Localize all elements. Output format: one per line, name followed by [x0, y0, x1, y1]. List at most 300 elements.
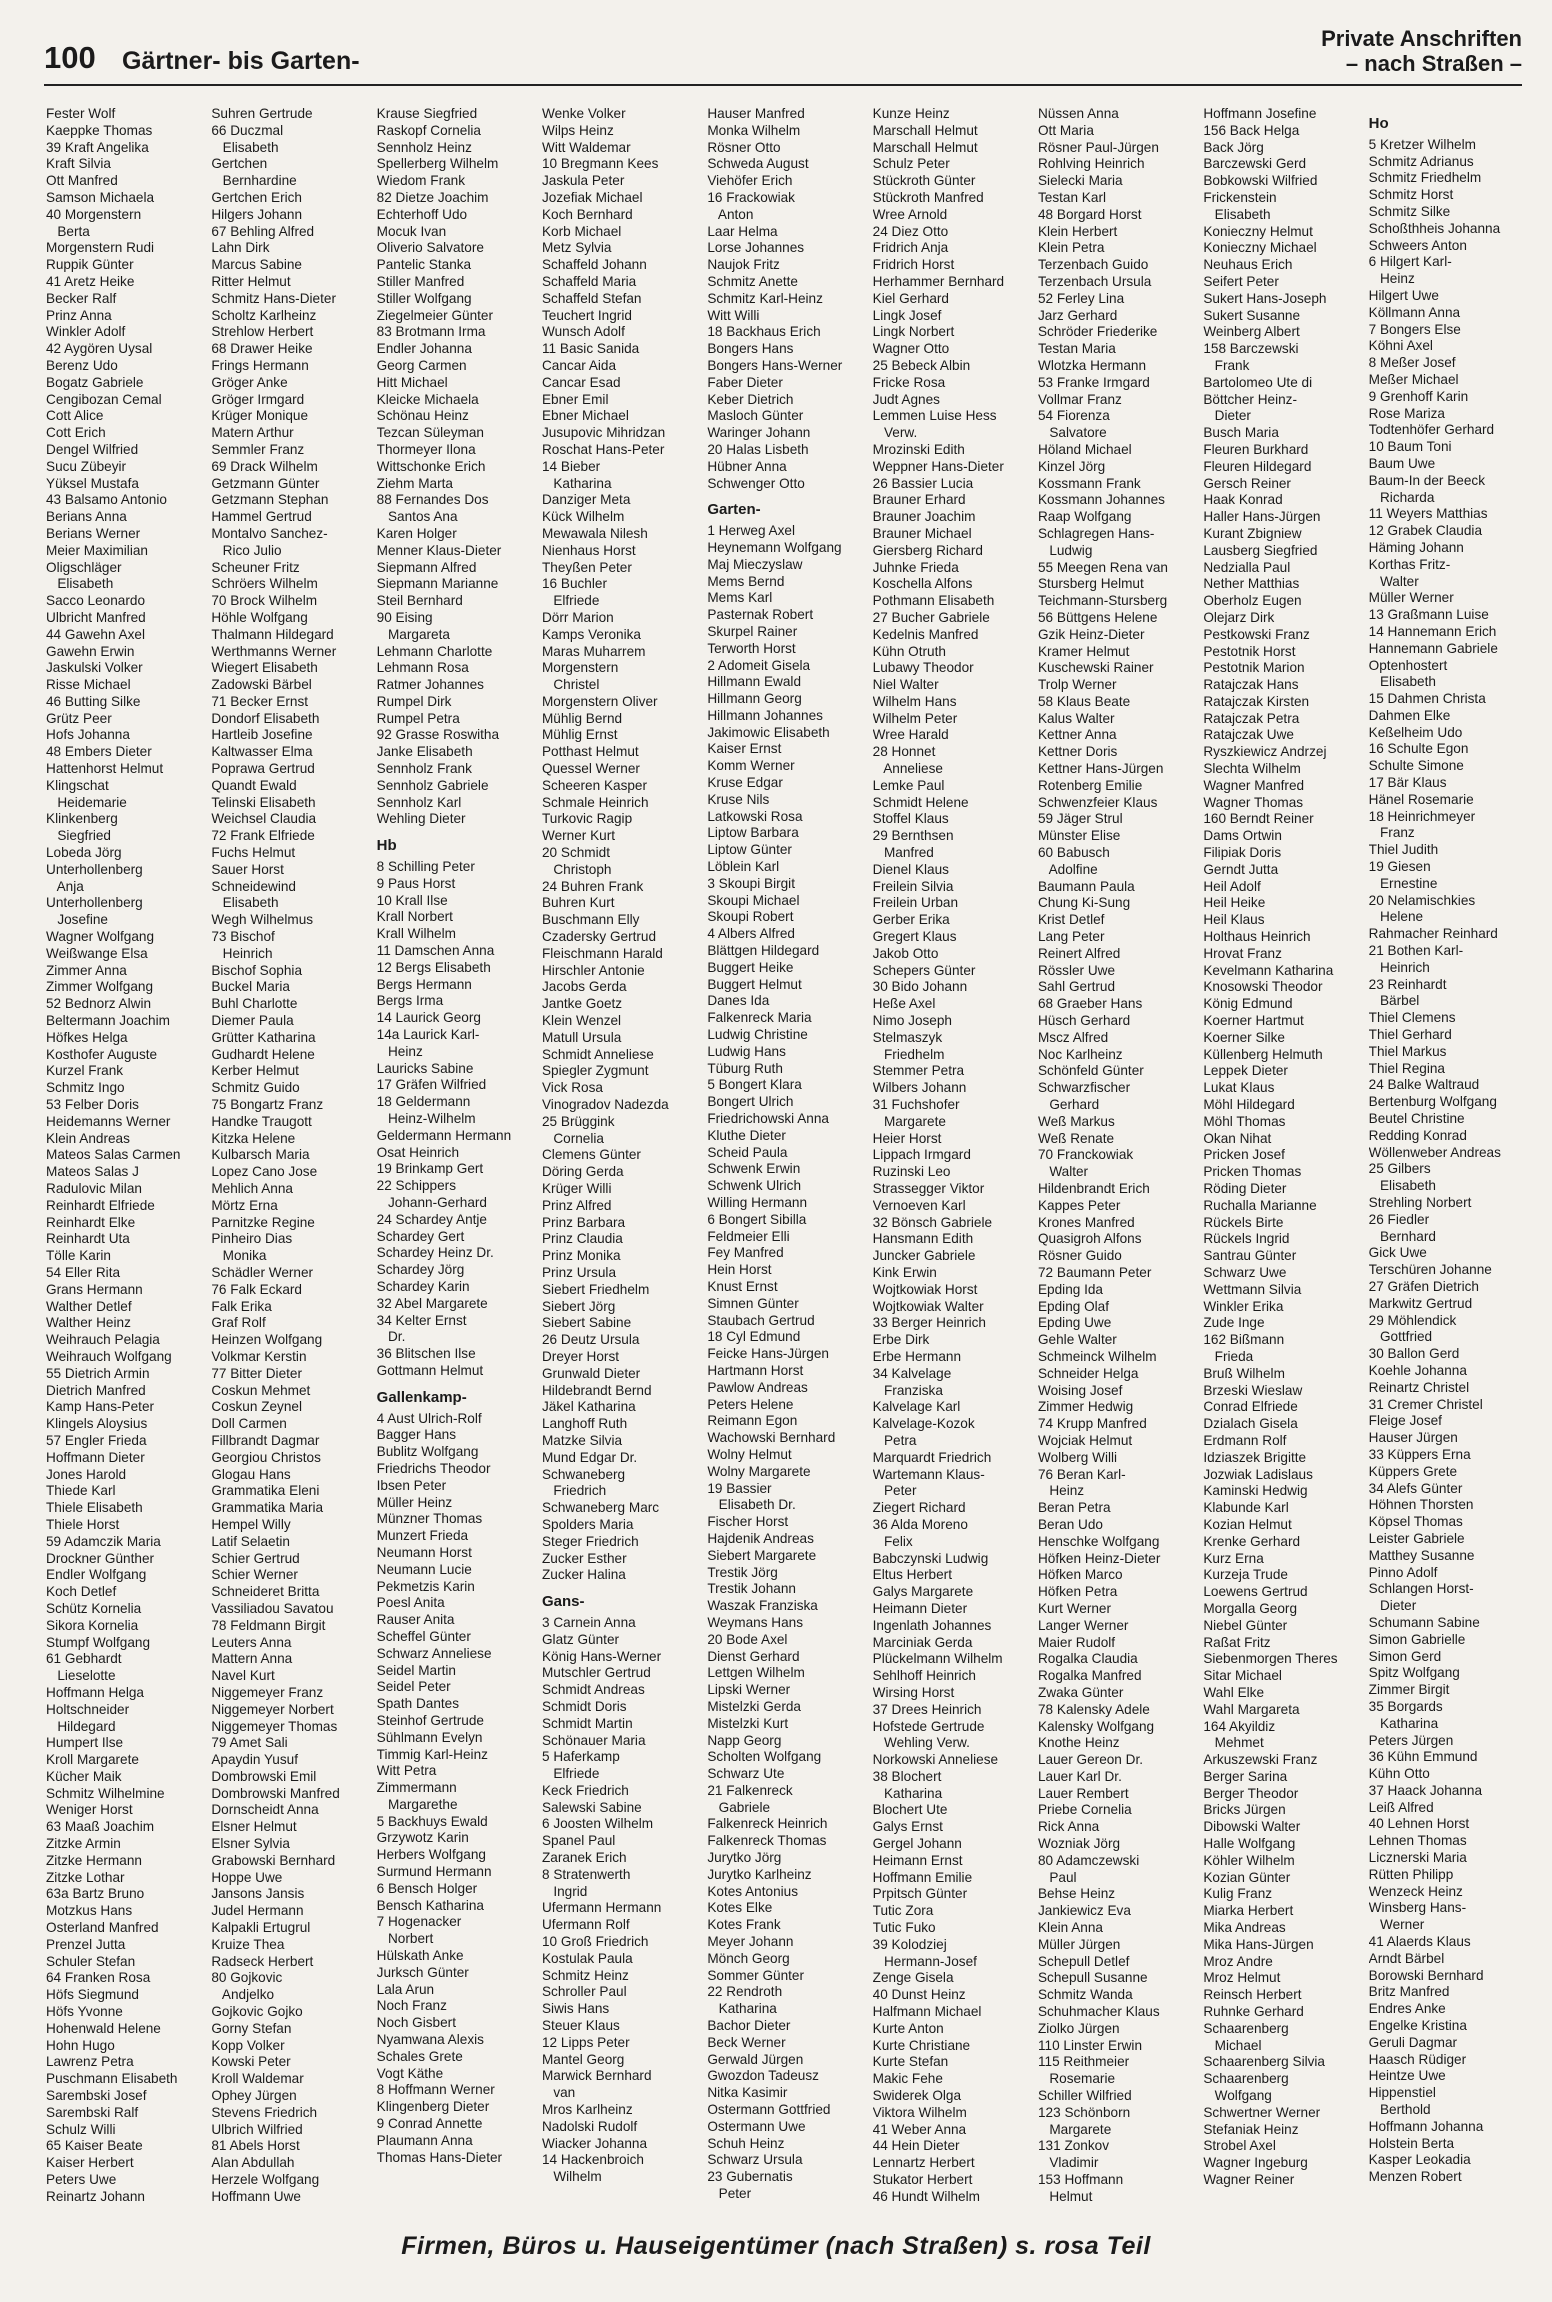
directory-entry: Lawrenz Petra	[46, 2054, 134, 2070]
directory-entry: Sacco Leonardo	[46, 593, 146, 609]
directory-entry: 2 Adomeit Gisela	[707, 657, 811, 673]
directory-entry: 59 Adamczik Maria	[46, 1533, 161, 1549]
directory-entry: Mrozinski Edith	[872, 441, 965, 457]
directory-entry: 12 Grabek Claudia	[1368, 523, 1483, 539]
directory-entry: Köhler Wilhelm	[1203, 1852, 1295, 1868]
directory-entry: 3 Carnein Anna	[541, 1614, 636, 1630]
directory-entry: 20 Halas Lisbeth	[707, 441, 809, 457]
directory-entry: Schmidt Helene	[872, 794, 969, 810]
directory-entry: Willing Hermann	[707, 1195, 808, 1210]
directory-entry: Winkler Adolf	[46, 324, 126, 340]
directory-entry: 15 Dahmen Christa	[1368, 691, 1486, 707]
directory-entry: Schmitz Heinz	[541, 1967, 629, 1983]
directory-entry: Kozian Günter	[1203, 1869, 1291, 1885]
directory-entry: 34 Kalvelage	[872, 1365, 952, 1381]
directory-entry: Knust Ernst	[707, 1278, 778, 1294]
directory-entry: Ebner Emil	[541, 391, 609, 407]
directory-entry: Friedhelm	[872, 1046, 945, 1062]
directory-entry: Behse Heinz	[1037, 1886, 1116, 1902]
directory-entry: Dombrowski Manfred	[211, 1785, 340, 1801]
directory-entry: Hajdenik Andreas	[707, 1530, 814, 1546]
directory-entry: Jantke Goetz	[541, 996, 623, 1012]
directory-entry: Jozefiak Michael	[541, 189, 643, 205]
directory-entry: Müller Heinz	[376, 1494, 453, 1510]
directory-entry: Werner Kurt	[541, 828, 616, 844]
directory-entry: Karen Holger	[376, 525, 457, 541]
directory-entry: Schwarzfischer	[1037, 1080, 1131, 1096]
directory-entry: 29 Möhlendick	[1368, 1312, 1457, 1328]
directory-entry: Kruse Nils	[707, 791, 770, 807]
directory-entry: Vollmar Franz	[1037, 391, 1122, 407]
directory-entry: Hillmann Georg	[707, 691, 802, 707]
directory-entry: Grütter Katharina	[211, 1029, 316, 1045]
directory-entry: Freilein Urban	[872, 895, 959, 911]
directory-entry: Vladimir	[1037, 2155, 1099, 2171]
directory-entry: Koerner Silke	[1203, 1029, 1285, 1045]
directory-entry: Heße Axel	[872, 996, 936, 1012]
directory-entry: Schmitz Friedhelm	[1368, 170, 1482, 186]
directory-entry: Lausberg Siegfried	[1203, 542, 1318, 558]
directory-entry: Ziolko Jürgen	[1037, 2020, 1120, 2036]
directory-entry: Radulovic Milan	[46, 1181, 142, 1196]
footer-note: Firmen, Büros u. Hauseigentümer (nach Straßen) s. rosa Teil	[401, 2232, 1151, 2260]
directory-entry: Müller Jürgen	[1037, 1936, 1121, 1952]
directory-entry: 21 Falkenreck	[707, 1782, 793, 1798]
directory-entry: Todtenhöfer Gerhard	[1368, 422, 1495, 438]
directory-entry: 110 Linster Erwin	[1037, 2037, 1143, 2053]
street-heading: Ho	[1368, 115, 1389, 132]
directory-entry: Lehnen Thomas	[1368, 1833, 1467, 1849]
directory-entry: Rösner Otto	[707, 139, 781, 155]
directory-entry: Arndt Bärbel	[1368, 1950, 1445, 1966]
directory-entry: Mantel Georg	[541, 2051, 625, 2067]
directory-entry: Kleicke Michaela	[376, 391, 479, 407]
directory-entry: Bongert Ulrich	[707, 1094, 794, 1110]
directory-entry: Conrad Elfriede	[1203, 1399, 1298, 1415]
directory-entry: Plückelmann Wilhelm	[872, 1651, 1003, 1667]
directory-entry: Marciniak Gerda	[872, 1634, 973, 1650]
directory-entry: Scheid Paula	[707, 1144, 788, 1160]
directory-entry: Priebe Cornelia	[1037, 1802, 1132, 1818]
directory-entry: Siegfried	[46, 828, 111, 844]
directory-entry: Wilhelm	[541, 2169, 602, 2185]
directory-entry: Hohenwald Helene	[46, 2020, 161, 2036]
directory-entry: Reinartz Johann	[46, 2188, 145, 2204]
directory-entry: 14 Hannemann Erich	[1368, 623, 1497, 639]
directory-entry: Koschella Alfons	[872, 576, 973, 592]
directory-entry: Ruchalla Marianne	[1203, 1197, 1317, 1213]
directory-entry: Kurz Erna	[1203, 1550, 1264, 1566]
directory-entry: Busch Maria	[1203, 425, 1279, 441]
directory-entry: Paul	[1037, 1869, 1077, 1885]
directory-entry: Strehling Norbert	[1368, 1195, 1472, 1210]
directory-entry: Winkler Erika	[1203, 1298, 1284, 1314]
directory-entry: Lemmen Luise Hess	[872, 408, 997, 424]
directory-column	[211, 106, 368, 2208]
directory-entry: Buschmann Elly	[541, 912, 640, 928]
directory-entry: Poesl Anita	[376, 1595, 445, 1611]
directory-entry: Swiderek Olga	[872, 2088, 962, 2104]
directory-entry: Peters Helene	[707, 1396, 794, 1412]
directory-entry: Gick Uwe	[1368, 1245, 1427, 1261]
directory-entry: Schmitz Adrianus	[1368, 153, 1474, 169]
directory-entry: 35 Borgards	[1368, 1698, 1443, 1714]
directory-entry: Höhnen Thorsten	[1368, 1497, 1474, 1513]
directory-entry: Klabunde Karl	[1203, 1500, 1289, 1516]
directory-entry: Wilps Heinz	[541, 122, 614, 138]
directory-entry: 12 Bergs Elisabeth	[376, 959, 491, 975]
directory-entry: Marschall Helmut	[872, 122, 978, 138]
directory-entry: Telinski Elisabeth	[211, 794, 316, 810]
directory-entry: Schaarenberg	[1203, 2071, 1289, 2087]
directory-entry: Klein Herbert	[1037, 223, 1118, 239]
directory-entry: Zimmer Birgit	[1368, 1682, 1450, 1698]
directory-entry: Back Jörg	[1203, 139, 1264, 155]
directory-entry: Schmitz Silke	[1368, 203, 1451, 219]
directory-entry: Santrau Günter	[1203, 1248, 1297, 1264]
directory-entry: Marwick Bernhard	[541, 2068, 652, 2084]
directory-entry: Thiel Gerhard	[1368, 1027, 1452, 1043]
directory-entry: Walter	[1037, 1164, 1089, 1180]
directory-entry: Margarethe	[376, 1796, 458, 1812]
directory-entry: Weichsel Claudia	[211, 811, 317, 827]
directory-entry: Endler Wolfgang	[46, 1567, 147, 1583]
directory-entry: Turkovic Ragip	[541, 811, 633, 827]
directory-entry: 27 Gräfen Dietrich	[1368, 1278, 1479, 1294]
directory-entry: 5 Bongert Klara	[707, 1077, 802, 1093]
directory-entry: 48 Borgard Horst	[1037, 206, 1142, 222]
directory-entry: Terzenbach Ursula	[1037, 273, 1152, 289]
directory-entry: Wartemann Klaus-	[872, 1466, 985, 1482]
directory-entry: Bobkowski Wilfried	[1203, 173, 1318, 189]
directory-entry: Höfken Heinz-Dieter	[1037, 1550, 1161, 1566]
directory-entry: 34 Kelter Ernst	[376, 1312, 467, 1328]
directory-entry: Reinhardt Uta	[46, 1231, 130, 1247]
directory-entry: Ratajczak Hans	[1203, 677, 1299, 693]
directory-entry: Schweers Anton	[1368, 237, 1467, 253]
directory-entry: Schulz Willi	[46, 2121, 116, 2137]
directory-entry: Wegh Wilhelmus	[211, 912, 314, 928]
directory-entry: Knothe Heinz	[1037, 1735, 1120, 1751]
directory-entry: Getzmann Günter	[211, 475, 320, 491]
directory-entry: Rückels Birte	[1203, 1214, 1284, 1230]
directory-entry: Schwarz Anneliese	[376, 1645, 492, 1661]
directory-entry: Bruß Wilhelm	[1203, 1365, 1285, 1381]
directory-entry: 25 Brüggink	[541, 1113, 615, 1129]
directory-entry: Rauser Anita	[376, 1612, 455, 1628]
directory-entry: Hübner Anna	[707, 458, 787, 474]
directory-entry: Nedzialla Paul	[1203, 559, 1291, 575]
page-range: Gärtner- bis Garten-	[122, 47, 360, 75]
directory-entry: Waszak Franziska	[707, 1598, 818, 1614]
directory-entry: Wittschonke Erich	[376, 458, 486, 474]
directory-entry: Lorse Johannes	[707, 240, 805, 256]
directory-entry: Petra	[872, 1432, 917, 1448]
directory-entry: Naujok Fritz	[707, 257, 780, 273]
directory-entry: Helene	[1368, 909, 1424, 925]
directory-entry: Jusupovic Mihridzan	[541, 425, 666, 441]
directory-entry: 14 Bieber	[541, 458, 601, 474]
directory-entry: Dams Ortwin	[1203, 828, 1282, 844]
directory-entry: Dibowski Walter	[1203, 1819, 1301, 1835]
directory-entry: Morgalla Georg	[1203, 1600, 1298, 1616]
directory-entry: 31 Cremer Christel	[1368, 1396, 1483, 1412]
directory-entry: Elisabeth	[211, 895, 279, 911]
directory-entry: Hilgers Johann	[211, 206, 303, 222]
directory-entry: Häming Johann	[1368, 539, 1464, 555]
directory-entry: Kaiser Ernst	[707, 741, 782, 757]
directory-entry: Thiede Karl	[46, 1483, 116, 1499]
directory-entry: Dienel Klaus	[872, 861, 949, 877]
directory-entry: Radseck Herbert	[211, 1953, 314, 1969]
directory-entry: Ruppik Günter	[46, 257, 134, 273]
directory-entry: Unterhollenberg	[46, 895, 143, 911]
directory-entry: Barczewski Gerd	[1203, 156, 1307, 172]
directory-entry: 6 Joosten Wilhelm	[541, 1816, 654, 1832]
directory-entry: Ruhnke Gerhard	[1203, 2004, 1304, 2020]
directory-entry: Baum-In der Beeck	[1368, 472, 1486, 488]
directory-entry: 76 Beran Karl-	[1037, 1466, 1126, 1482]
directory-entry: Berger Theodor	[1203, 1785, 1299, 1801]
directory-entry: Munzert Frieda	[376, 1528, 469, 1544]
directory-entry: Weniger Horst	[46, 1802, 133, 1818]
directory-entry: Bachor Dieter	[707, 2018, 791, 2034]
directory-entry: Fey Manfred	[707, 1245, 784, 1261]
directory-entry: Kozian Helmut	[1203, 1516, 1292, 1532]
directory-entry: Thiel Clemens	[1368, 1010, 1456, 1026]
directory-entry: Fleuren Burkhard	[1203, 441, 1309, 457]
directory-entry: Brzeski Wieslaw	[1203, 1382, 1303, 1398]
directory-entry: König Edmund	[1203, 996, 1293, 1012]
directory-entry: König Hans-Werner	[541, 1648, 662, 1664]
directory-entry: Dr.	[376, 1329, 406, 1345]
directory-entry: Tüburg Ruth	[707, 1060, 783, 1076]
directory-entry: Nienhaus Horst	[541, 542, 636, 558]
directory-entry: Korb Michael	[541, 223, 622, 239]
directory-entry: Heimann Ernst	[872, 1852, 963, 1868]
directory-column	[873, 106, 1030, 2208]
directory-entry: Matull Ursula	[541, 1029, 622, 1045]
directory-entry: Markwitz Gertrud	[1368, 1295, 1473, 1311]
directory-entry: 20 Bode Axel	[707, 1631, 788, 1647]
directory-entry: Zaranek Erich	[541, 1850, 627, 1866]
directory-entry: 19 Brinkamp Gert	[376, 1161, 484, 1177]
directory-entry: Prpitsch Günter	[872, 1886, 968, 1902]
directory-entry: Koch Bernhard	[541, 206, 633, 222]
directory-entry: Krenke Gerhard	[1203, 1533, 1301, 1549]
directory-entry: Ott Maria	[1037, 122, 1094, 138]
directory-entry: Schwenzfeier Klaus	[1037, 794, 1158, 810]
directory-entry: Wilbers Johann	[872, 1080, 967, 1096]
directory-entry: Elsner Helmut	[211, 1819, 297, 1835]
directory-entry: 158 Barczewski	[1203, 341, 1299, 357]
directory-entry: Wahl Elke	[1203, 1684, 1265, 1700]
directory-entry: 22 Schippers	[376, 1178, 457, 1194]
directory-entry: Hirschler Antonie	[541, 962, 645, 978]
directory-entry: Waringer Johann	[707, 425, 811, 441]
directory-entry: Nadolski Rudolf	[541, 2118, 638, 2134]
directory-entry: Quasigroh Alfons	[1037, 1231, 1142, 1247]
directory-entry: Schmitz Wilhelmine	[46, 1785, 165, 1801]
directory-entry: 76 Falk Eckard	[211, 1281, 302, 1297]
directory-entry: 25 Bebeck Albin	[872, 357, 971, 373]
directory-entry: Jurytko Karlheinz	[707, 1866, 812, 1882]
directory-entry: Fleige Josef	[1368, 1413, 1442, 1429]
directory-entry: Sehlhoff Heinrich	[872, 1668, 976, 1684]
directory-entry: Haak Konrad	[1203, 492, 1283, 508]
directory-entry: Dondorf Elisabeth	[211, 710, 320, 726]
directory-entry: Terworth Horst	[707, 640, 796, 656]
directory-entry: Gerber Erika	[872, 912, 950, 928]
directory-entry: Niebel Günter	[1203, 1617, 1288, 1633]
directory-entry: Franziska	[872, 1382, 943, 1398]
directory-entry: Pinheiro Dias	[211, 1231, 293, 1247]
directory-entry: Metz Sylvia	[541, 240, 612, 256]
directory-entry: Hillmann Ewald	[707, 674, 802, 690]
directory-entry: 92 Grasse Roswitha	[376, 727, 500, 743]
directory-entry: Plaumann Anna	[376, 2132, 473, 2148]
directory-entry: 8 Schilling Peter	[376, 859, 475, 875]
directory-entry: Bogatz Gabriele	[46, 374, 144, 390]
directory-entry: Wehling Verw.	[872, 1735, 970, 1751]
directory-entry: Niggemeyer Norbert	[211, 1701, 334, 1717]
directory-entry: Jakob Otto	[872, 945, 939, 961]
directory-entry: Bernhard	[1368, 1228, 1436, 1244]
directory-entry: Spellerberg Wilhelm	[376, 156, 499, 172]
directory-entry: Blättgen Hildegard	[707, 943, 820, 959]
directory-entry: 18 Backhaus Erich	[707, 324, 821, 340]
directory-entry: Fillbrandt Dagmar	[211, 1432, 320, 1448]
directory-entry: Ruzinski Leo	[872, 1164, 951, 1180]
directory-entry: Dzialach Gisela	[1203, 1416, 1298, 1432]
directory-entry: Prinz Ursula	[541, 1264, 617, 1280]
directory-entry: Sukert Susanne	[1203, 307, 1301, 323]
directory-entry: Kaeppke Thomas	[46, 122, 153, 138]
directory-entry: Hohn Hugo	[46, 2037, 115, 2053]
directory-entry: Sielecki Maria	[1037, 173, 1123, 189]
directory-entry: Klingenberg Dieter	[376, 2099, 490, 2115]
directory-entry: Schlagregen Hans-	[1037, 525, 1155, 541]
directory-entry: 70 Brock Wilhelm	[211, 593, 318, 609]
street-heading: Hb	[376, 837, 397, 855]
directory-entry: Ophey Jürgen	[211, 2088, 297, 2104]
directory-entry: Komm Werner	[707, 758, 795, 774]
directory-entry: Lahn Dirk	[211, 240, 270, 256]
directory-entry: 24 Schardey Antje	[376, 1211, 487, 1227]
directory-entry: Schwenk Erwin	[707, 1161, 801, 1177]
directory-entry: Wree Harald	[872, 727, 949, 743]
directory-entry: Thiel Regina	[1368, 1060, 1445, 1076]
directory-entry: Werthmanns Werner	[211, 643, 337, 659]
directory-entry: Kotes Frank	[707, 1917, 781, 1933]
directory-entry: Kühn Otruth	[872, 643, 946, 659]
directory-entry: Möhl Thomas	[1203, 1113, 1286, 1129]
directory-entry: Frank	[1203, 357, 1250, 373]
directory-entry: Wozniak Jörg	[1037, 1836, 1121, 1852]
directory-entry: Meier Maximilian	[46, 542, 148, 558]
directory-entry: Elsner Sylvia	[211, 1836, 290, 1852]
directory-entry: Schier Gertrud	[211, 1550, 300, 1566]
directory-entry: Wenzeck Heinz	[1368, 1883, 1463, 1899]
directory-entry: Werner	[1368, 1917, 1425, 1933]
directory-entry: Höfs Yvonne	[46, 2004, 123, 2020]
directory-entry: Falkenreck Maria	[707, 1010, 812, 1026]
directory-entry: Olejarz Dirk	[1203, 609, 1275, 625]
directory-entry: Holstein Berta	[1368, 2135, 1455, 2151]
directory-entry: Schlangen Horst-	[1368, 1581, 1474, 1597]
directory-entry: Jozwiak Ladislaus	[1203, 1466, 1313, 1482]
directory-entry: Herhammer Bernhard	[872, 273, 1005, 289]
directory-entry: Kossmann Johannes	[1037, 492, 1165, 508]
directory-entry: Kulbarsch Maria	[211, 1147, 310, 1163]
directory-entry: Ingrid	[541, 1883, 588, 1899]
directory-entry: Hoffmann Helga	[46, 1684, 144, 1700]
directory-entry: Drockner Günther	[46, 1550, 155, 1566]
directory-entry: Latif Selaetin	[211, 1533, 290, 1549]
directory-entry: Zucker Halina	[541, 1567, 626, 1583]
directory-entry: Prinz Monika	[541, 1248, 621, 1264]
directory-entry: Klingels Aloysius	[46, 1416, 148, 1432]
directory-entry: Rösner Paul-Jürgen	[1037, 139, 1159, 155]
directory-entry: Rick Anna	[1037, 1819, 1100, 1835]
directory-entry: Simnen Günter	[707, 1295, 799, 1311]
directory-entry: Jacobs Gerda	[541, 979, 627, 995]
directory-entry: Unterhollenberg	[46, 861, 143, 877]
directory-entry: Jarz Gerhard	[1037, 307, 1118, 323]
directory-entry: Pricken Josef	[1203, 1147, 1285, 1163]
directory-entry: Wahl Margareta	[1203, 1701, 1300, 1717]
directory-entry: Sucu Zübeyir	[46, 458, 127, 474]
directory-entry: Leister Gabriele	[1368, 1530, 1465, 1546]
directory-entry: Alan Abdullah	[211, 2155, 295, 2171]
directory-entry: Brauner Joachim	[872, 509, 976, 525]
directory-entry: Terschüren Johanne	[1368, 1262, 1492, 1278]
directory-entry: 17 Gräfen Wilfried	[376, 1077, 487, 1093]
directory-entry: Ludwig Hans	[707, 1043, 786, 1059]
directory-entry: Keßelheim Udo	[1368, 724, 1463, 740]
directory-entry: Gottmann Helmut	[376, 1362, 484, 1378]
directory-entry: Schönau Heinz	[376, 408, 469, 424]
directory-entry: Epding Olaf	[1037, 1298, 1110, 1314]
directory-entry: Wöllenweber Andreas	[1368, 1144, 1501, 1160]
directory-entry: Röding Dieter	[1203, 1181, 1287, 1196]
directory-entry: Skurpel Rainer	[707, 623, 798, 639]
directory-entry: Wojciak Helmut	[1037, 1432, 1133, 1448]
section-title-line1: Private Anschriften	[1321, 26, 1522, 51]
directory-entry: 20 Schmidt	[541, 845, 610, 861]
directory-entry: Beltermann Joachim	[46, 1013, 170, 1029]
directory-entry: Sarembski Ralf	[46, 2104, 139, 2120]
directory-entry: Schmidt Andreas	[541, 1682, 645, 1698]
directory-entry: Monika	[211, 1248, 267, 1264]
directory-entry: Zucker Esther	[541, 1550, 627, 1566]
directory-entry: Schmale Heinrich	[541, 794, 649, 810]
directory-entry: 53 Felber Doris	[46, 1097, 139, 1113]
directory-entry: Siwis Hans	[541, 2001, 610, 2017]
directory-entry: Stefaniak Heinz	[1203, 2121, 1299, 2137]
directory-entry: Gergel Johann	[872, 1836, 962, 1852]
directory-entry: Steger Friedrich	[541, 1533, 639, 1549]
directory-entry: Kaiser Herbert	[46, 2155, 134, 2171]
directory-entry: 23 Reinhardt	[1368, 976, 1447, 992]
directory-entry: Zitzke Hermann	[46, 1852, 142, 1868]
directory-entry: Pestotnik Marion	[1203, 660, 1305, 676]
directory-entry: Löblein Karl	[707, 859, 780, 875]
directory-entry: Koerner Hartmut	[1203, 1013, 1304, 1029]
directory-entry: Stiller Wolfgang	[376, 290, 472, 306]
directory-entry: Wagner Thomas	[1203, 794, 1304, 810]
directory-entry: 13 Graßmann Luise	[1368, 607, 1489, 623]
